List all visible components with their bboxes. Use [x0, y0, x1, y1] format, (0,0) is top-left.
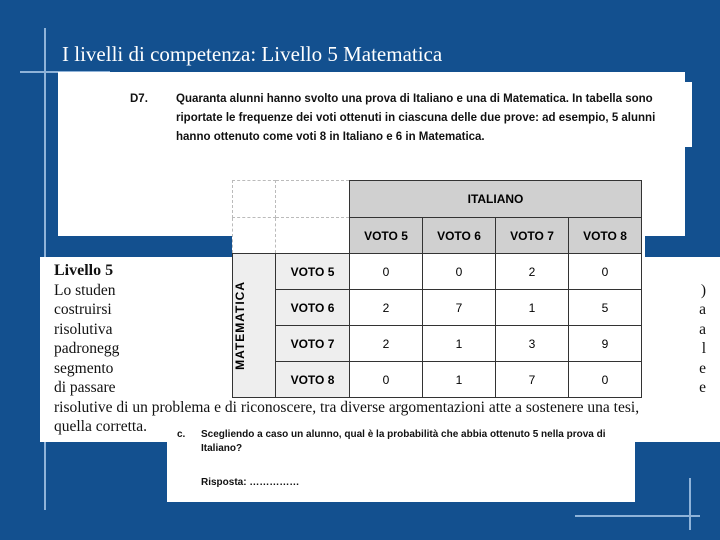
text-fragment: l	[701, 340, 706, 357]
text-fragment: e	[699, 359, 706, 377]
sub-question-text: Scegliendo a caso un alunno, qual è la probabilità che abbia ottenuto 5 nella prova di Italiano?	[201, 429, 606, 454]
table-cell: 3	[496, 326, 569, 362]
text-fragment: risolutiva	[54, 320, 113, 338]
table-row	[233, 362, 642, 398]
table-row	[233, 326, 642, 362]
table-cell: 7	[423, 290, 496, 326]
text-fragment: a	[699, 301, 706, 318]
table-cell: 2	[350, 326, 423, 362]
row-group-header: MATEMATICA	[233, 281, 247, 370]
col-header: VOTO 5	[350, 218, 423, 254]
text-fragment: padronegg	[54, 340, 120, 357]
text-line: risolutive di un problema e di riconoscere, tra diverse argomentazioni atte a sostenere una tesi,	[54, 398, 640, 416]
text-fragment: di passare	[54, 379, 116, 396]
slide-title: I livelli di competenza: Livello 5 Matematica	[62, 42, 443, 66]
text-fragment: costruirsi	[54, 301, 112, 318]
frequency-table	[232, 180, 645, 395]
table-cell: 2	[496, 254, 569, 290]
table-cell: 0	[423, 254, 496, 290]
text-fragment: )	[700, 281, 706, 299]
question-body: Quaranta alunni hanno svolto una prova di Italiano e una di Matematica. In tabella sono riportate le frequenze dei voti ottenuti in ciascuna delle due prove: ad esempio, 5 alunni hanno ottenuto come voti 8 in Italiano e 6 in Matematica.	[176, 93, 656, 143]
decor-line	[689, 478, 691, 530]
text-fragment: segmento	[54, 359, 114, 377]
row-header: VOTO 7	[276, 326, 350, 362]
text-fragment: a	[699, 320, 706, 338]
table-cell: 0	[569, 362, 642, 398]
row-header: VOTO 6	[276, 290, 350, 326]
table-cell: 1	[423, 362, 496, 398]
row-header: VOTO 5	[276, 254, 350, 290]
question-text	[122, 82, 692, 147]
table-row	[233, 254, 642, 290]
table-cell: 0	[350, 254, 423, 290]
table-cell: 0	[350, 362, 423, 398]
text-fragment: Lo studen	[54, 281, 116, 299]
table-cell: 5	[569, 290, 642, 326]
table-cell: 9	[569, 326, 642, 362]
sub-question-letter: c.	[177, 429, 186, 440]
col-group-header: ITALIANO	[350, 181, 642, 218]
text-line: quella corretta.	[54, 418, 147, 435]
col-header: VOTO 8	[569, 218, 642, 254]
answer-field: Risposta: ……………	[201, 477, 300, 488]
table-row	[233, 290, 642, 326]
table-cell: 0	[569, 254, 642, 290]
col-header: VOTO 7	[496, 218, 569, 254]
text-fragment: e	[699, 379, 706, 396]
table-cell: 1	[423, 326, 496, 362]
col-header: VOTO 6	[423, 218, 496, 254]
table-cell: 1	[496, 290, 569, 326]
table-cell: 7	[496, 362, 569, 398]
table-cell: 2	[350, 290, 423, 326]
decor-line	[575, 515, 700, 517]
row-header: VOTO 8	[276, 362, 350, 398]
sub-question-panel	[167, 420, 635, 502]
question-number: D7.	[130, 93, 148, 105]
level-heading: Livello 5	[54, 262, 114, 279]
